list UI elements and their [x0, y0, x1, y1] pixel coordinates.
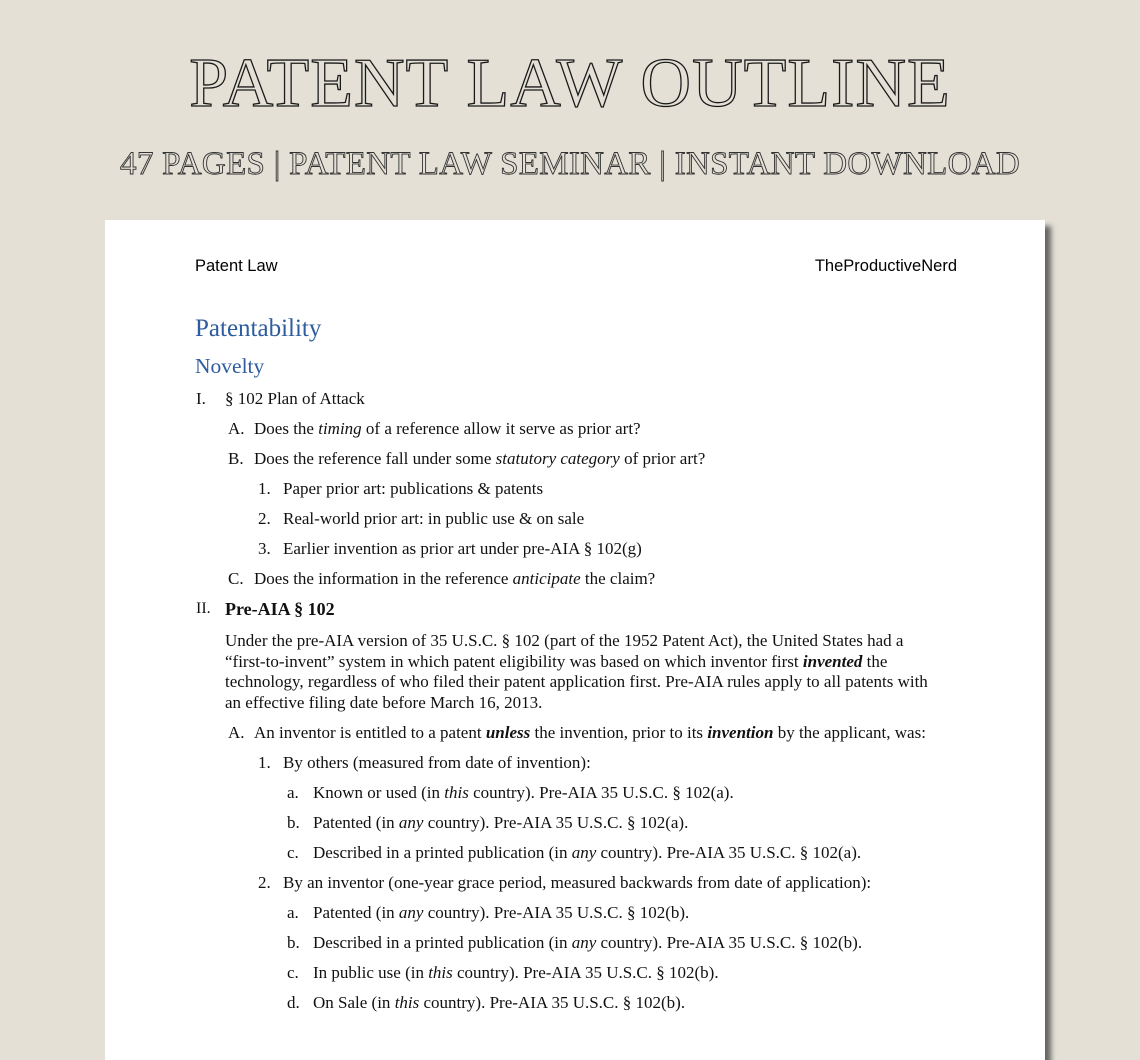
outline-text: country). Pre-AIA 35 U.S.C. § 102(b). [596, 932, 863, 952]
outline-text: Known or used (in [313, 782, 445, 802]
outline-text: country). Pre-AIA 35 U.S.C. § 102(b). [452, 962, 719, 982]
outline-item-label: c. [287, 842, 299, 862]
outline-text: country). Pre-AIA 35 U.S.C. § 102(b). [419, 992, 686, 1012]
outline-text: By an inventor (one-year grace period, measured backwards from date of application): [283, 872, 872, 892]
outline-item-label: 3. [258, 538, 271, 558]
outline-text: the technology, regardless of who filed their patent application first. Pre-AIA rules apply to all patents with an effective filing date before March 16, 2013. [225, 651, 928, 712]
page-header-left: Patent Law [195, 257, 278, 275]
outline-item-label: A. [228, 722, 245, 742]
outline-text: country). Pre-AIA 35 U.S.C. § 102(a). [468, 782, 734, 802]
outline-item-label: c. [287, 962, 299, 982]
outline-text: Pre-AIA § 102 [225, 598, 335, 619]
outline-item [105, 868, 945, 898]
emphasized-text: unless [485, 722, 531, 742]
outline-text: by the applicant, was: [773, 722, 926, 742]
outline-item [105, 808, 945, 838]
emphasized-text: timing [318, 418, 362, 438]
outline-item-label: a. [287, 902, 299, 922]
outline-item-label: I. [196, 388, 206, 408]
outline-text: Paper prior art: publications & patents [283, 478, 544, 498]
outline-item-label: A. [228, 418, 245, 438]
outline-item [105, 444, 945, 474]
outline-body [105, 384, 945, 1018]
outline-text: country). Pre-AIA 35 U.S.C. § 102(a). [596, 842, 862, 862]
outline-item-label: a. [287, 782, 299, 802]
outline-text: Does the [254, 418, 319, 438]
outline-item [105, 474, 945, 504]
outline-text: country). Pre-AIA 35 U.S.C. § 102(b). [423, 902, 690, 922]
outline-text: the invention, prior to its [530, 722, 708, 742]
outline-item [105, 564, 945, 594]
emphasized-text: this [394, 992, 420, 1012]
banner-title: PATENT LAW OUTLINE [189, 45, 951, 122]
outline-text: the claim? [580, 568, 656, 588]
outline-text: Described in a printed publication (in [313, 842, 572, 862]
outline-item-label: 2. [258, 872, 271, 892]
outline-item-label: C. [228, 568, 244, 588]
outline-item [105, 838, 945, 868]
outline-text: In public use (in [313, 962, 429, 982]
heading-novelty: Novelty [195, 354, 265, 378]
emphasized-text: statutory category [495, 448, 620, 468]
outline-text: Does the reference fall under some [254, 448, 496, 468]
outline-text: § 102 Plan of Attack [225, 388, 365, 408]
outline-item-label: b. [287, 932, 300, 952]
emphasized-text: invention [707, 722, 774, 742]
outline-item [105, 928, 945, 958]
outline-text: Real-world prior art: in public use & on sale [283, 508, 585, 528]
outline-item [105, 778, 945, 808]
outline-paragraph [105, 631, 945, 713]
outline-item [105, 384, 945, 414]
page-header-right: TheProductiveNerd [814, 257, 957, 275]
outline-text: Earlier invention as prior art under pre-AIA § 102(g) [283, 538, 642, 558]
outline-item [105, 414, 945, 444]
outline-text: country). Pre-AIA 35 U.S.C. § 102(a). [423, 812, 689, 832]
outline-text: Does the information in the reference [254, 568, 513, 588]
outline-text: Patented (in [313, 902, 399, 922]
document-page [105, 220, 1045, 1060]
outline-item-label: 1. [258, 478, 271, 498]
outline-item [105, 718, 945, 748]
emphasized-text: invented [802, 651, 863, 671]
outline-text: of a reference allow it serve as prior art? [361, 418, 641, 438]
outline-item [105, 594, 945, 624]
outline-item [105, 988, 945, 1018]
outline-text: By others (measured from date of invention): [283, 752, 591, 772]
emphasized-text: this [428, 962, 453, 982]
outline-text: Described in a printed publication (in [313, 932, 572, 952]
outline-item [105, 898, 945, 928]
outline-item [105, 958, 945, 988]
outline-item-label: 1. [258, 752, 271, 772]
outline-item [105, 534, 945, 564]
banner-subtitle: 47 PAGES | PATENT LAW SEMINAR | INSTANT DOWNLOAD [120, 146, 1020, 182]
outline-item-label: b. [287, 812, 300, 832]
emphasized-text: anticipate [512, 568, 581, 588]
outline-text: On Sale (in [313, 992, 395, 1012]
emphasized-text: this [444, 782, 469, 802]
outline-item [105, 748, 945, 778]
outline-item-label: d. [287, 992, 300, 1012]
outline-item-label: 2. [258, 508, 271, 528]
outline-text: Patented (in [313, 812, 399, 832]
heading-patentability: Patentability [195, 315, 322, 342]
emphasized-text: any [398, 902, 424, 922]
outline-text: An inventor is entitled to a patent [254, 722, 486, 742]
outline-text: Under the pre-AIA version of 35 U.S.C. § 102 (part of the 1952 Patent Act), the United States had a “first-to-invent” system in which patent eligibility was based on which inventor first [225, 631, 904, 671]
emphasized-text: any [398, 812, 424, 832]
outline-item-label: B. [228, 448, 244, 468]
outline-item-label: II. [196, 599, 211, 617]
outline-text: of prior art? [619, 448, 706, 468]
outline-item [105, 504, 945, 534]
emphasized-text: any [571, 932, 597, 952]
emphasized-text: any [571, 842, 597, 862]
